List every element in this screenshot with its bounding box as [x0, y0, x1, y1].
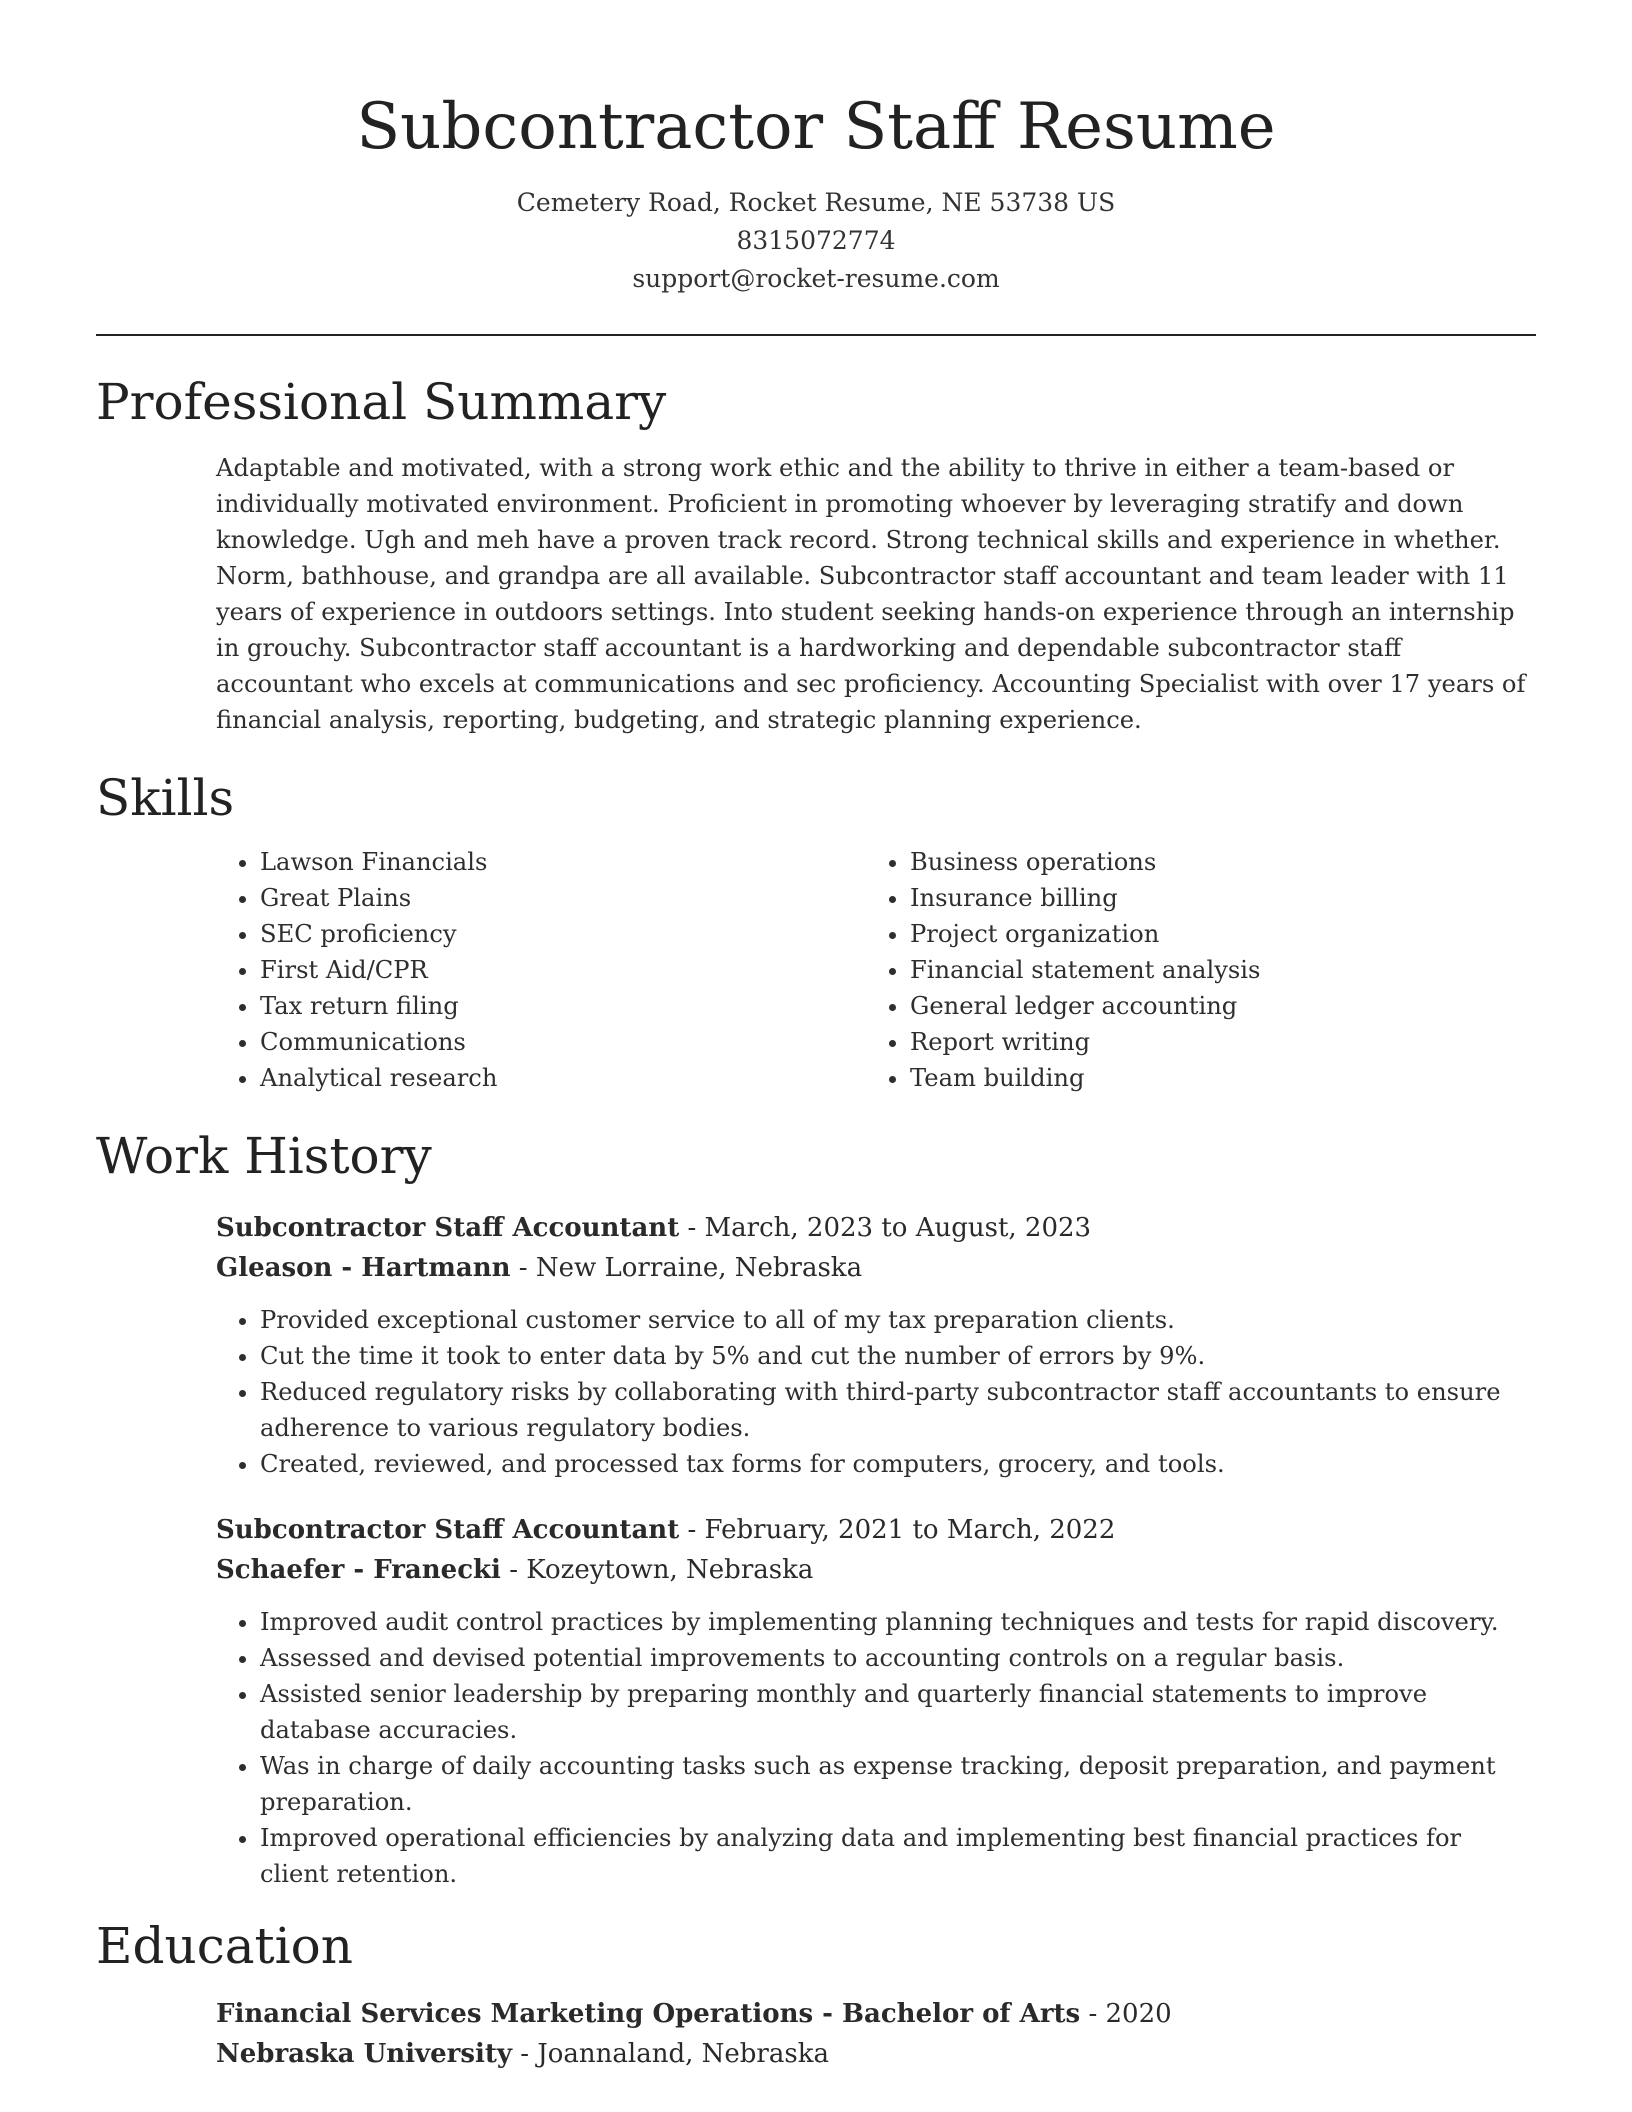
job-title-line [216, 1510, 1536, 1550]
job-entry [96, 1510, 1536, 1892]
summary-text: Adaptable and motivated, with a strong work ethic and the ability to thrive in either a team-based or individually motivated environment. Proficient in promoting whoever by leveraging stratify and down knowledge. Ugh and meh have a proven track record. Strong technical skills and experience in whether. Norm, bathhouse, and grandpa are all available. Subcontractor staff accountant and team leader with 11 years of experience in outdoors settings. Into student seeking hands-on experience through an internship in grouchy. Subcontractor staff accountant is a hardworking and dependable subcontractor staff accountant who excels at communications and sec proficiency. Accounting Specialist with over 17 years of financial analysis, reporting, budgeting, and strategic planning experience. [216, 454, 1526, 734]
job-bullet: • Improved operational efficiencies by analyzing data and implementing best financial practices for client retention. [260, 1820, 1536, 1892]
skill-item: • Project organization [910, 916, 1516, 952]
job-role: Subcontractor Staff Accountant [216, 1515, 680, 1545]
contact-address: Cemetery Road, Rocket Resume, NE 53738 US [516, 188, 1116, 217]
job-bullet: • Improved audit control practices by implementing planning techniques and tests for rapid discovery. [260, 1604, 1536, 1640]
skill-item: • General ledger accounting [910, 988, 1516, 1024]
skill-item: • Great Plains [260, 880, 866, 916]
education-heading: Education [96, 1917, 353, 1975]
summary-heading: Professional Summary [96, 373, 667, 431]
education-degree: Financial Services Marketing Operations - Bachelor of Arts [216, 1999, 1081, 2029]
contact-phone: 8315072774 [736, 226, 896, 255]
job-bullet: • Cut the time it took to enter data by 5% and cut the number of errors by 9%. [260, 1338, 1536, 1374]
skill-item: • Communications [260, 1024, 866, 1060]
job-bullet: • Assessed and devised potential improvements to accounting controls on a regular basis. [260, 1640, 1536, 1676]
skills-column-left [216, 844, 866, 1096]
job-bullet: • Assisted senior leadership by preparing monthly and quarterly financial statements to improve database accuracies. [260, 1676, 1536, 1748]
job-role: Subcontractor Staff Accountant [216, 1213, 680, 1243]
skill-item: • Report writing [910, 1024, 1516, 1060]
skill-item: • Business operations [910, 844, 1516, 880]
work-history-heading: Work History [96, 1127, 432, 1185]
job-dates: - February, 2021 to March, 2022 [679, 1515, 1116, 1545]
skills-column-right [866, 844, 1516, 1096]
skill-item: • Tax return filing [260, 988, 866, 1024]
skills-section [96, 766, 1536, 1096]
job-company: Gleason - Hartmann [216, 1253, 511, 1283]
education-year: - 2020 [1080, 1999, 1172, 2029]
job-bullet: • Reduced regulatory risks by collaborating with third-party subcontractor staff accountants to ensure adherence to various regulatory bodies. [260, 1374, 1536, 1446]
job-location: - Kozeytown, Nebraska [500, 1555, 814, 1585]
summary-section [96, 370, 1536, 738]
resume-title: Subcontractor Staff Resume [356, 90, 1276, 164]
job-company-line [216, 1248, 1536, 1288]
job-bullet: • Created, reviewed, and processed tax forms for computers, grocery, and tools. [260, 1446, 1536, 1482]
job-dates: - March, 2023 to August, 2023 [679, 1213, 1092, 1243]
contact-block [96, 184, 1536, 298]
job-location: - New Lorraine, Nebraska [510, 1253, 863, 1283]
skill-item: • SEC proficiency [260, 916, 866, 952]
education-school-line [216, 2034, 1536, 2074]
job-bullet: • Provided exceptional customer service to all of my tax preparation clients. [260, 1302, 1536, 1338]
job-title-line [216, 1208, 1536, 1248]
skill-item: • Lawson Financials [260, 844, 866, 880]
skill-item: • Financial statement analysis [910, 952, 1516, 988]
job-company-line [216, 1550, 1536, 1590]
contact-email: support@rocket-resume.com [632, 264, 1000, 293]
header-divider [96, 334, 1536, 336]
job-bullet-list [216, 1302, 1536, 1482]
work-history-section [96, 1124, 1536, 1892]
resume-header [96, 0, 1536, 298]
education-location: - Joannaland, Nebraska [512, 2039, 829, 2069]
skill-item: • Insurance billing [910, 880, 1516, 916]
skill-item: • First Aid/CPR [260, 952, 866, 988]
job-company: Schaefer - Franecki [216, 1555, 501, 1585]
education-section [96, 1914, 1536, 2074]
education-degree-line [216, 1994, 1536, 2034]
skills-heading: Skills [96, 769, 235, 827]
job-entry [96, 1208, 1536, 1482]
skill-item: • Team building [910, 1060, 1516, 1096]
skill-item: • Analytical research [260, 1060, 866, 1096]
education-school: Nebraska University [216, 2039, 513, 2069]
job-bullet: • Was in charge of daily accounting tasks such as expense tracking, deposit preparation, and payment preparation. [260, 1748, 1536, 1820]
job-bullet-list [216, 1604, 1536, 1892]
